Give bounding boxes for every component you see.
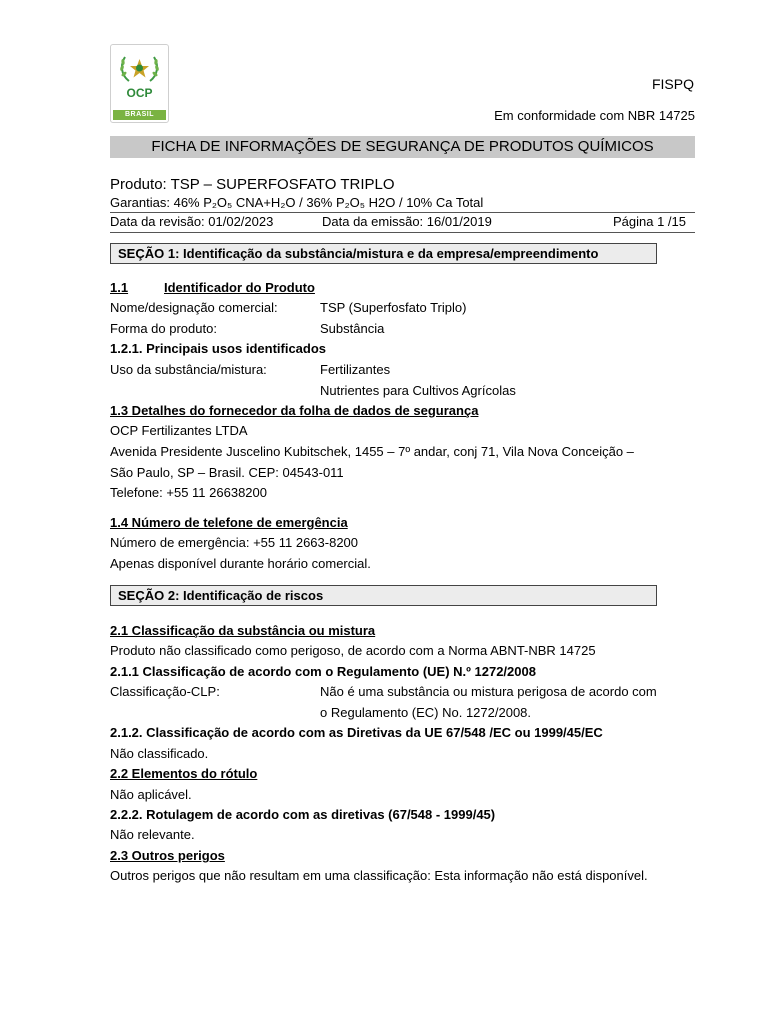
section-1-4-title: 1.4 Número de telefone de emergência <box>110 515 348 530</box>
section-2-1-2-text: Não classificado. <box>110 746 209 761</box>
section-2-3-title: 2.3 Outros perigos <box>110 848 225 863</box>
section-2-2-2-text: Não relevante. <box>110 827 195 842</box>
use-value-1: Fertilizantes <box>320 362 391 377</box>
section-2-1-text: Produto não classificado como perigoso, de acordo com a Norma ABNT-NBR 14725 <box>110 643 596 658</box>
page-number: Página 1 /15 <box>612 214 686 229</box>
section-2-3-text: Outros perigos que não resultam em uma classificação: Esta informação não está disponível. <box>110 868 648 883</box>
section-1-header: SEÇÃO 1: Identificação da substância/mistura e da empresa/empreendimento <box>110 243 657 264</box>
use-value-2: Nutrientes para Cultivos Agrícolas <box>320 383 516 398</box>
product-form-value: Substância <box>320 321 385 336</box>
laurel-emblem-icon <box>111 47 168 89</box>
product-form-label: Forma do produto: <box>110 321 217 336</box>
logo-text: OCP <box>126 86 153 100</box>
product-name: Produto: TSP – SUPERFOSFATO TRIPLO <box>110 176 395 193</box>
trade-name-label: Nome/designação comercial: <box>110 300 278 315</box>
clp-label: Classificação-CLP: <box>110 684 220 699</box>
section-2-2-2-title: 2.2.2. Rotulagem de acordo com as diretivas (67/548 - 1999/45) <box>110 807 496 822</box>
supplier-company: OCP Fertilizantes LTDA <box>110 423 248 438</box>
section-2-1-1-title: 2.1.1 Classificação de acordo com o Regulamento (UE) N.º 1272/2008 <box>110 664 536 679</box>
clp-value-line-1: Não é uma substância ou mistura perigosa de acordo com <box>320 684 657 699</box>
emergency-phone: Número de emergência: +55 11 2663-8200 <box>110 535 359 550</box>
section-1-3-title: 1.3 Detalhes do fornecedor da folha de dados de segurança <box>110 403 479 418</box>
section-1-2-1-title: 1.2.1. Principais usos identificados <box>110 341 327 356</box>
document-title-bar <box>110 136 695 158</box>
section-1-1-title: Identificador do Produto <box>164 280 315 295</box>
section-2-1-title: 2.1 Classificação da substância ou mistura <box>110 623 376 638</box>
section-2-header: SEÇÃO 2: Identificação de riscos <box>110 585 657 606</box>
section-2-1-2-title: 2.1.2. Classificação de acordo com as Diretivas da UE 67/548 /EC ou 1999/45/EC <box>110 725 603 740</box>
use-label: Uso da substância/mistura: <box>110 362 267 377</box>
clp-value-line-2: o Regulamento (EC) No. 1272/2008. <box>320 705 532 720</box>
emission-date: Data da emissão: 16/01/2019 <box>322 214 492 229</box>
supplier-phone: Telefone: +55 11 26638200 <box>110 485 267 500</box>
divider-bottom <box>110 232 695 233</box>
company-logo <box>110 44 169 123</box>
logo-band: BRASIL <box>113 110 166 120</box>
trade-name-value: TSP (Superfosfato Triplo) <box>320 300 467 315</box>
section-2-2-text: Não aplicável. <box>110 787 192 802</box>
supplier-address-line-2: São Paulo, SP – Brasil. CEP: 04543-011 <box>110 465 344 480</box>
doc-type: FISPQ <box>651 76 694 92</box>
section-2-2-title: 2.2 Elementos do rótulo <box>110 766 258 781</box>
conformity-note: Em conformidade com NBR 14725 <box>494 108 695 123</box>
document-title: FICHA DE INFORMAÇÕES DE SEGURANÇA DE PRODUTOS QUÍMICOS <box>151 138 654 155</box>
revision-date: Data da revisão: 01/02/2023 <box>110 214 274 229</box>
emergency-availability: Apenas disponível durante horário comercial. <box>110 556 371 571</box>
section-1-1-number: 1.1 <box>110 280 129 295</box>
supplier-address-line-1: Avenida Presidente Juscelino Kubitschek, 1455 – 7º andar, conj 71, Vila Nova Conceição – <box>110 444 634 459</box>
product-guarantees: Garantias: 46% P₂O₅ CNA+H₂O / 36% P₂O₅ H2O / 10% Ca Total <box>110 195 484 210</box>
